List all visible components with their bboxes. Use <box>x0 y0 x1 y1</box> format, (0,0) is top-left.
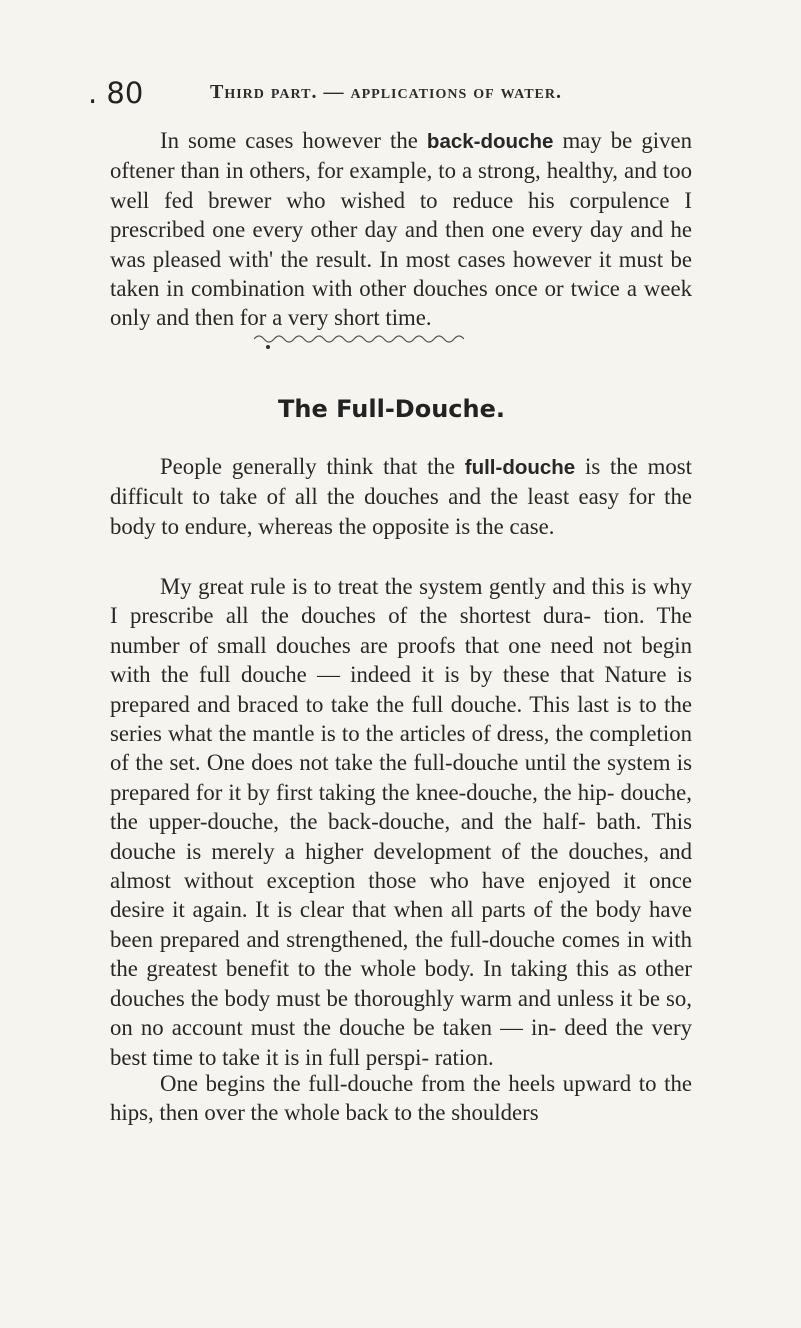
page-number: . 80 <box>88 76 144 110</box>
running-header <box>88 76 708 116</box>
paragraph-text: is the most difficult to take of all the douches and the least easy for the body to endure, whereas the opposite is the case. <box>110 454 693 539</box>
wavy-rule-ornament-icon <box>254 333 464 345</box>
section-title: The Full-Douche. <box>278 395 505 423</box>
ornament-dot <box>266 345 270 349</box>
paragraph-full-douche-intro <box>110 452 692 541</box>
running-title: Third part. — applications of water. <box>210 81 562 103</box>
paragraph-great-rule: My great rule is to treat the system gently and this is why I prescribe all the douches of the shortest dura- tion. The number of small douches are proofs that one need not begin with the full douche — indeed it is by these that Nature is prepared and braced to take the full douche. This last is to the series what the mantle is to the articles of dress, the completion of the set. One does not take the full-douche until the system is prepared for it by first taking the knee-douche, the hip- douche, the upper-douche, the back-douche, and the half- bath. This douche is merely a higher development of the douches, and almost without exception those who have enjoyed it once desire it again. It is clear that when all parts of the body have been prepared and strengthened, the full-douche comes in with the greatest benefit to the whole body. In taking this as other douches the body must be thoroughly warm and unless it be so, on no account must the douche be taken — in- deed the very best time to take it is in full perspi- ration. <box>110 574 692 1070</box>
paragraph-text: may be given oftener than in others, for example, to a strong, healthy, and too well fed brewer who wished to reduce his corpulence I prescribed one every other day and then one every day and he was pleased with' the result. In most cases however it must be taken in combination with other douches once or twice a week only and then for a very short time. <box>110 128 693 331</box>
emphasized-term: back-douche <box>426 130 554 153</box>
paragraph-back-douche <box>110 126 692 333</box>
paragraph-begins: One begins the full-douche from the heels upward to the hips, then over the whole back to the shoulders <box>110 1071 692 1126</box>
paragraph-text: People generally think that the <box>160 454 465 479</box>
emphasized-term: full-douche <box>464 456 576 479</box>
paragraph-text: In some cases however the <box>160 128 427 153</box>
